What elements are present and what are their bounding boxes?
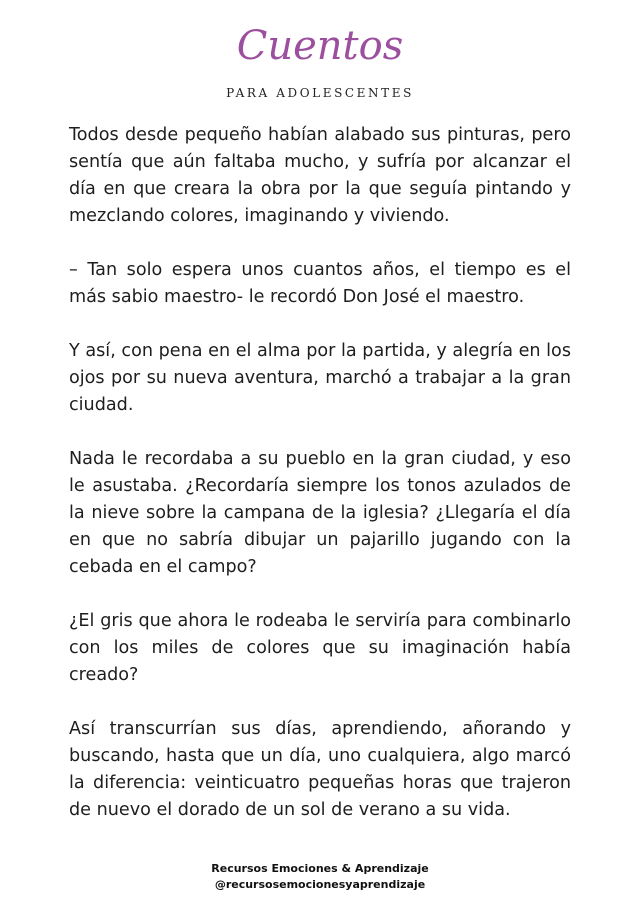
footer-handle: @recursosemocionesyaprendizaje [214, 878, 426, 891]
story-paragraph: ¿El gris que ahora le rodeaba le serviría para combinarlo con los miles de colores que su imaginación había creado? [69, 611, 571, 685]
page-subtitle: PARA ADOLESCENTES [226, 86, 414, 100]
story-body [69, 122, 571, 851]
footer [0, 861, 640, 893]
story-paragraph: – Tan solo espera unos cuantos años, el tiempo es el más sabio maestro- le recordó Don José el maestro. [69, 260, 571, 307]
story-paragraph: Así transcurrían sus días, aprendiendo, añorando y buscando, hasta que un día, uno cualquiera, algo marcó la diferencia: veinticuatro pequeñas horas que trajeron de nuevo el dorado de un sol de verano a su vida. [69, 719, 571, 820]
footer-brand: Recursos Emociones & Aprendizaje [211, 862, 429, 875]
story-paragraph: Todos desde pequeño habían alabado sus pinturas, pero sentía que aún faltaba mucho, y sufría por alcanzar el día en que creara la obra por la que seguía pintando y mezclando colores, imaginando y viviendo. [69, 125, 571, 226]
story-paragraph: Y así, con pena en el alma por la partida, y alegría en los ojos por su nueva aventura, marchó a trabajar a la gran ciudad. [69, 341, 571, 415]
story-paragraph: Nada le recordaba a su pueblo en la gran ciudad, y eso le asustaba. ¿Recordaría siempre los tonos azulados de la nieve sobre la campana de la iglesia? ¿Llegaría el día en que no sabría dibujar un pajarillo jugando con la cebada en el campo? [69, 449, 571, 577]
page-title: Cuentos [236, 23, 404, 69]
